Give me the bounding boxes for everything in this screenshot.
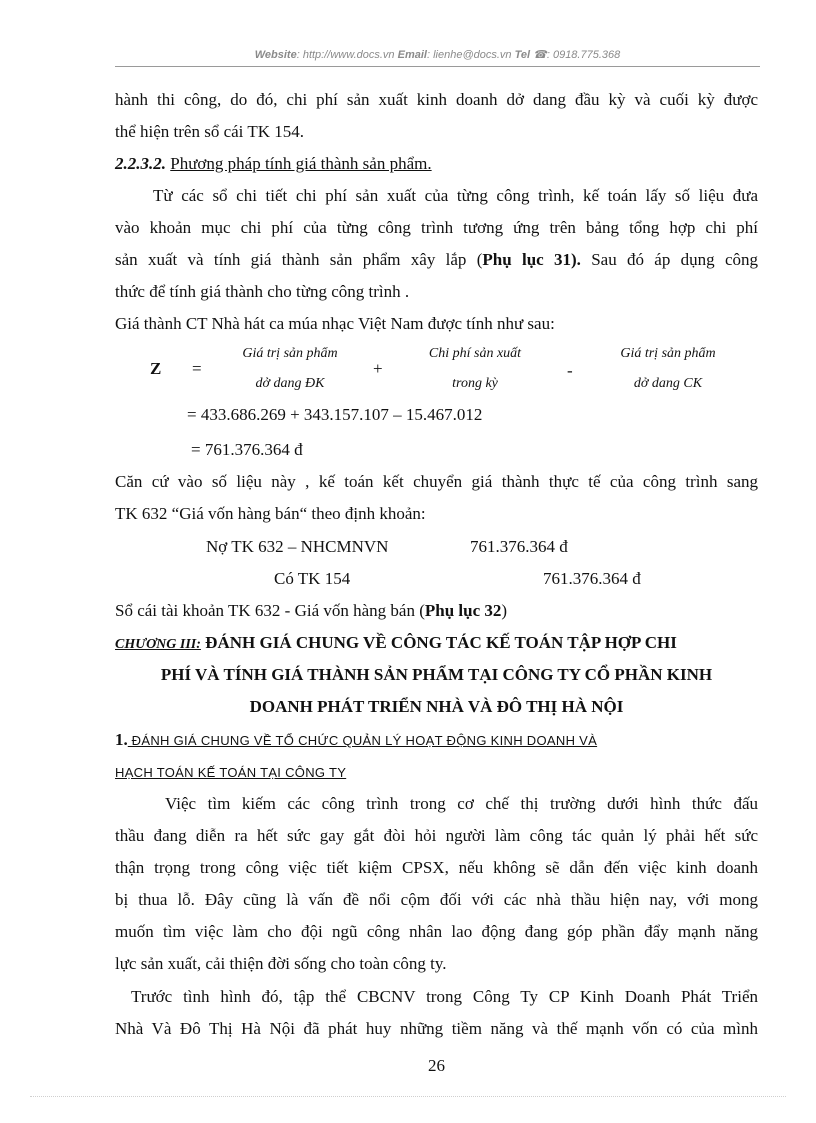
credit-entry-value: 761.376.364 đ: [543, 569, 641, 588]
text-line: [115, 601, 758, 621]
section1-heading-cont: [115, 762, 758, 783]
debit-entry-value: 761.376.364 đ: [470, 537, 568, 556]
text-line: Căn cứ vào số liệu này , kế toán kết chuyển giá thành thực tế của công trình sang: [115, 472, 758, 491]
chapter-title-line1: ĐÁNH GIÁ CHUNG VỀ CÔNG TÁC KẾ TOÁN TẬP HỢP CHI: [200, 633, 677, 652]
formula-plus: +: [373, 359, 383, 378]
page-number: 26: [428, 1056, 445, 1075]
text-line: hành thi công, do đó, chi phí sản xuất kinh doanh dở dang đầu kỳ và cuối kỳ được: [115, 90, 758, 109]
term1-top: Giá trị sản phẩm: [242, 346, 338, 361]
text-line: thận trọng trong công việc tiết kiệm CPSX, nếu không sẽ dẫn đến việc kinh doanh: [115, 858, 758, 877]
text-line: thầu đang diễn ra hết sức gay gắt đòi hỏi người làm công tác quản lý phải hết sức: [115, 826, 758, 845]
page-header: [115, 48, 760, 61]
section1-number: 1.: [115, 730, 128, 749]
formula-z: Z: [150, 359, 162, 378]
term2-bottom: trong kỳ: [452, 376, 498, 391]
text-line: Giá thành CT Nhà hát ca múa nhạc Việt Nam được tính như sau:: [115, 314, 555, 333]
text-line: [115, 250, 758, 270]
section-title: Phương pháp tính giá thành sản phẩm.: [170, 154, 432, 173]
section-heading: [115, 154, 758, 174]
chapter-label: CHƯƠNG III:: [115, 637, 201, 652]
term3-top: Giá trị sản phẩm: [620, 346, 716, 361]
website-value: : http://www.docs.vn: [296, 49, 395, 61]
chapter-heading: [115, 633, 758, 655]
text-line: TK 632 “Giá vốn hàng bán“ theo định khoản:: [115, 504, 426, 523]
section1-heading: [115, 730, 758, 751]
term1-bottom: dở dang ĐK: [255, 376, 325, 391]
text-span: Sổ cái tài khoản TK 632 - Giá vốn hàng bán (: [115, 601, 425, 620]
chapter-title-line3: DOANH PHÁT TRIỂN NHÀ VÀ ĐÔ THỊ HÀ NỘI: [249, 697, 624, 716]
formula-calculation: = 433.686.269 + 343.157.107 – 15.467.012: [187, 405, 483, 424]
header-divider: [115, 66, 760, 67]
appendix-ref: Phụ lục 32: [424, 601, 502, 620]
email-value: : lienhe@docs.vn: [426, 49, 512, 61]
text-line: vào khoản mục chi phí của từng công trình tương ứng trên bảng tổng hợp chi phí: [115, 218, 758, 237]
text-span: sản xuất và tính giá thành sản phẩm xây lắp (: [115, 250, 483, 269]
formula-result: = 761.376.364 đ: [191, 440, 303, 459]
website-label: Website: [254, 49, 297, 61]
formula-minus: -: [567, 361, 573, 380]
text-span: ): [501, 601, 508, 620]
text-line: thức để tính giá thành cho từng công trình .: [115, 282, 410, 301]
term2-top: Chi phí sản xuất: [428, 346, 522, 361]
text-line: lực sản xuất, cải thiện đời sống cho toàn công ty.: [115, 954, 447, 973]
phone-icon: ☎: [533, 49, 547, 61]
section-number: 2.2.3.2.: [115, 154, 166, 173]
email-label: Email: [397, 49, 427, 61]
appendix-ref: Phụ lục 31).: [482, 250, 581, 269]
text-line: Việc tìm kiếm các công trình trong cơ chế thị trường dưới hình thức đấu: [165, 794, 758, 813]
text-line: Từ các sổ chi tiết chi phí sản xuất của từng công trình, kế toán lấy số liệu đưa: [153, 186, 758, 205]
bottom-divider: [30, 1096, 786, 1097]
text-line: bị thua lỗ. Đây cũng là vấn đề nổi cộm đối với các nhà thầu hiện nay, với mong: [115, 890, 758, 909]
section1-title-line2: HẠCH TOÁN KẾ TOÁN TẠI CÔNG TY: [115, 765, 347, 780]
text-line: muốn tìm việc làm cho đội ngũ công nhân lao động đang góp phần đẩy mạnh năng: [115, 922, 758, 941]
tel-value: : 0918.775.368: [546, 49, 621, 61]
text-span: Sau đó áp dụng công: [580, 250, 758, 269]
text-line: thể hiện trên sổ cái TK 154.: [115, 122, 305, 141]
chapter-title-line2: PHÍ VÀ TÍNH GIÁ THÀNH SẢN PHẨM TẠI CÔNG TY CỔ PHẦN KINH: [160, 665, 713, 684]
term3-bottom: dở dang CK: [633, 376, 703, 391]
tel-label: Tel: [514, 49, 531, 61]
text-line: Nhà Và Đô Thị Hà Nội đã phát huy những tiềm năng và thế mạnh vốn có của mình: [115, 1019, 758, 1038]
credit-entry-label: Có TK 154: [274, 569, 351, 588]
debit-entry-label: Nợ TK 632 – NHCMNVN: [206, 537, 389, 556]
text-line: Trước tình hình đó, tập thể CBCNV trong Công Ty CP Kinh Doanh Phát Triển: [131, 987, 758, 1006]
formula-equals: =: [192, 359, 202, 378]
section1-title-line1: ĐÁNH GIÁ CHUNG VỀ TỔ CHỨC QUẢN LÝ HOẠT ĐỘNG KINH DOANH VÀ: [127, 733, 598, 748]
